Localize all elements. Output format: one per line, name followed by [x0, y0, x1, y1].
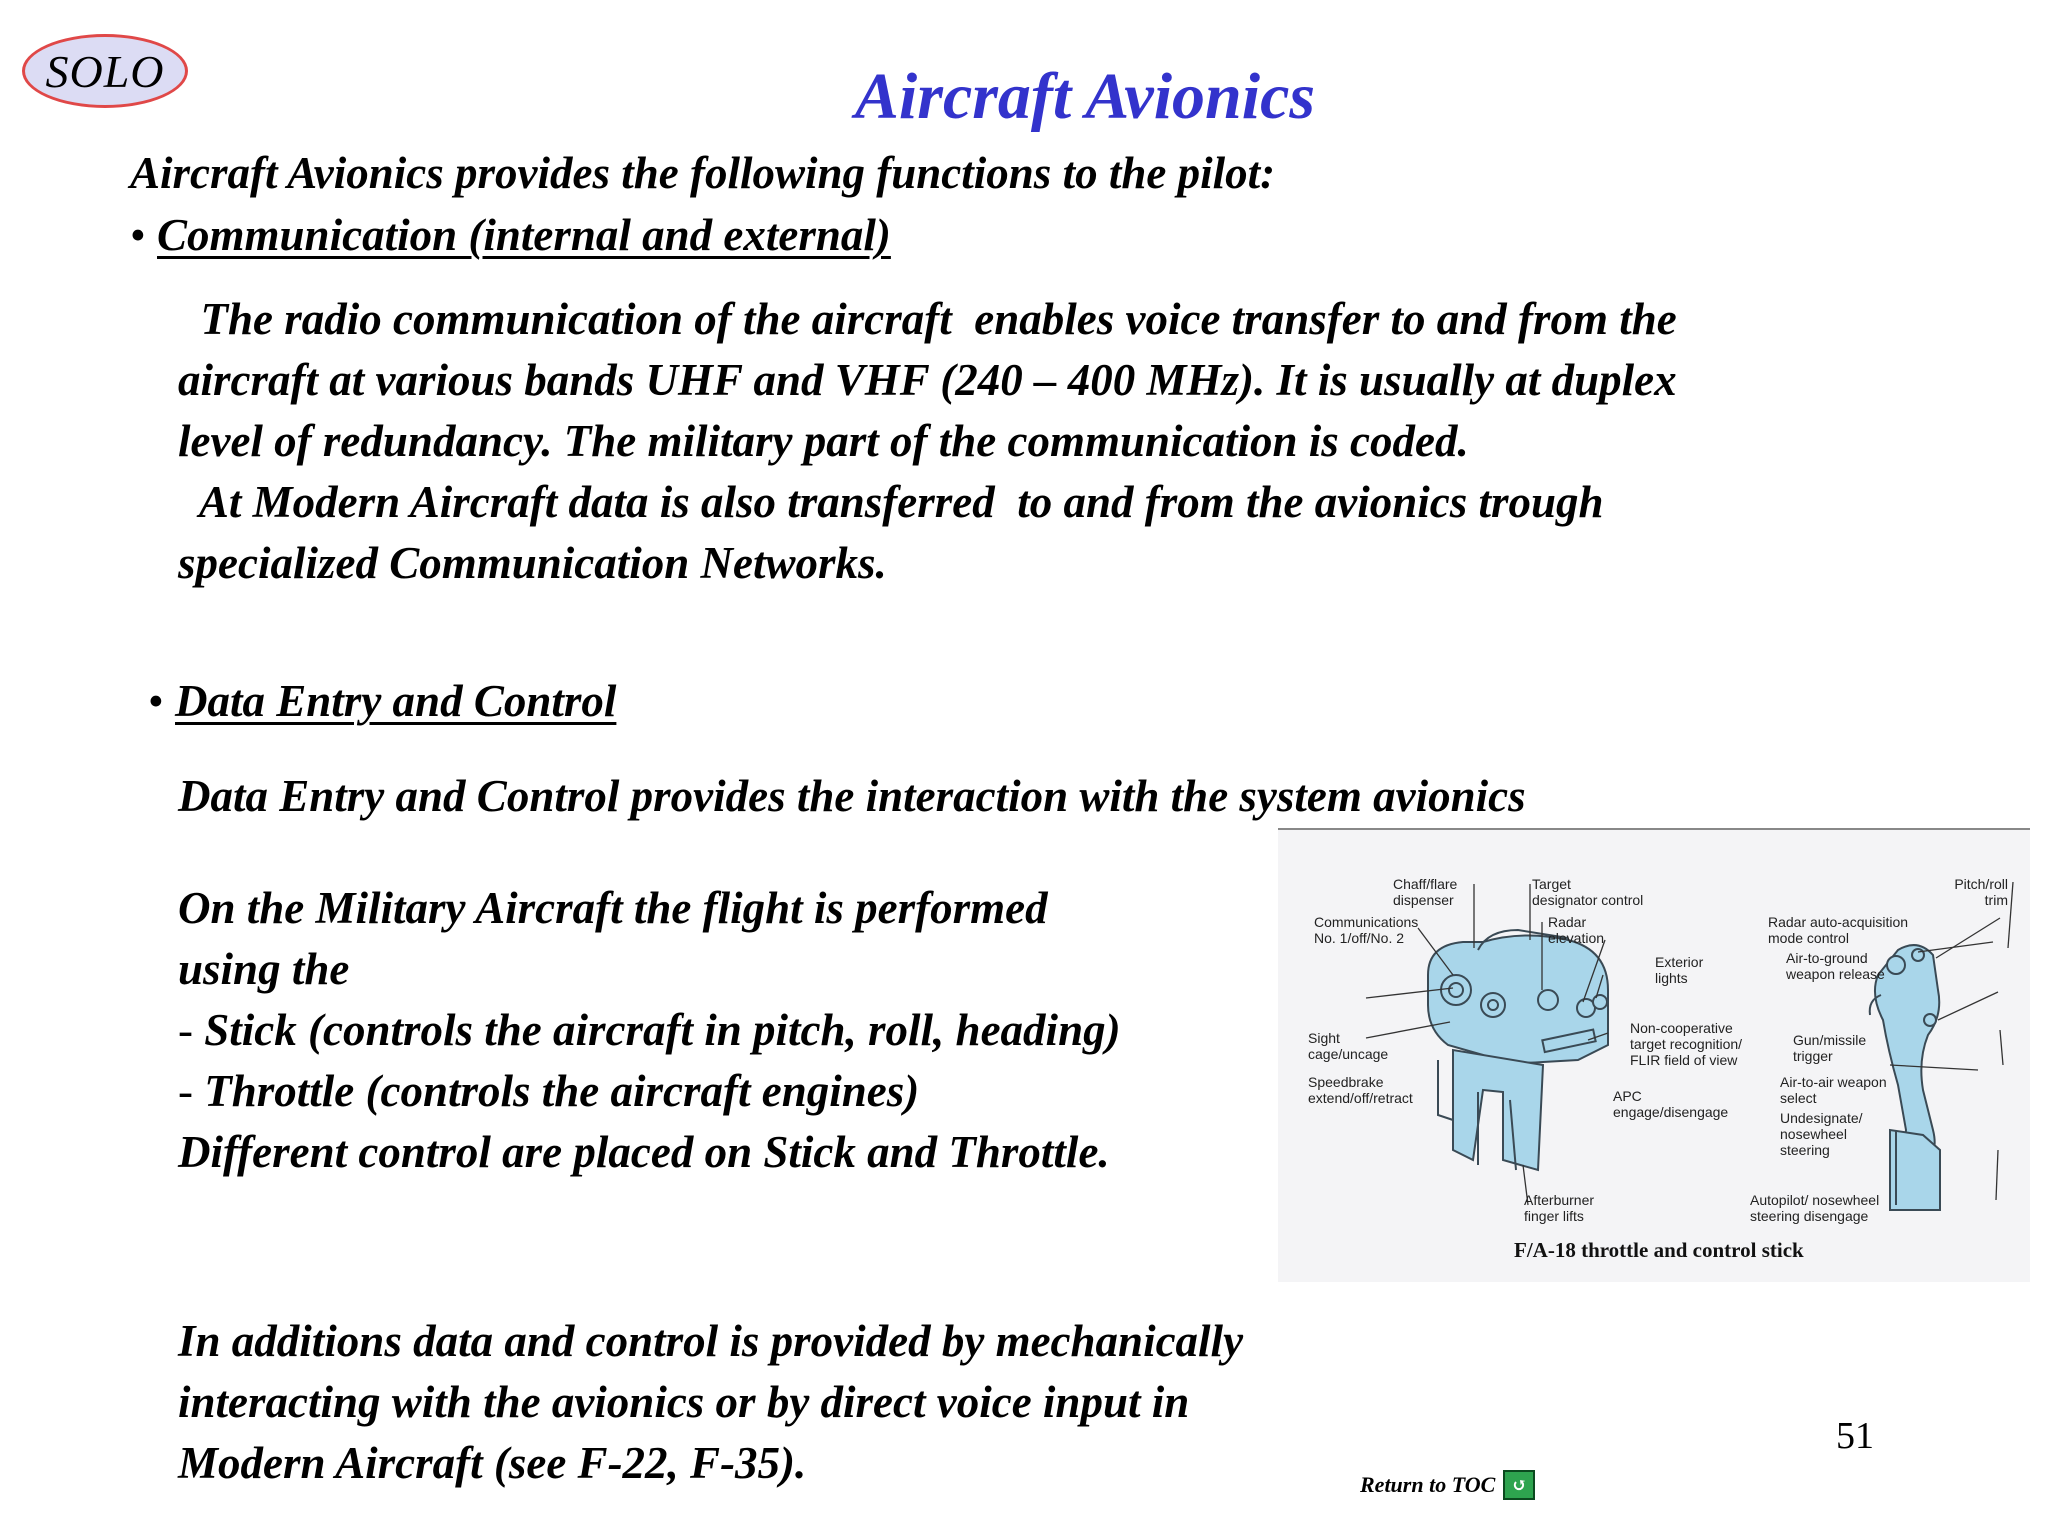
figure-caption: F/A-18 throttle and control stick — [1514, 1238, 1804, 1262]
label-undesignate: Undesignate/ nosewheel steering — [1780, 1110, 1863, 1158]
label-speedbrake: Speedbrake extend/off/retract — [1308, 1074, 1413, 1106]
additions-line-3: Modern Aircraft (see F-22, F-35). — [178, 1438, 807, 1488]
military-line-2: using the — [178, 944, 350, 994]
label-non-cooperative: Non-cooperative target recognition/ FLIR field of view — [1630, 1020, 1743, 1068]
bullet-dot: • — [148, 676, 176, 726]
additions-line-2: interacting with the avionics or by direct voice input in — [178, 1377, 1190, 1427]
label-radar-elevation: Radar elevation — [1548, 914, 1605, 946]
solo-badge: SOLO — [22, 34, 188, 108]
page-number: 51 — [1836, 1415, 1874, 1457]
comm-line-2: aircraft at various bands UHF and VHF (240 – 400 MHz). It is usually at duplex — [178, 355, 1677, 405]
label-autopilot: Autopilot/ nosewheel steering disengage — [1750, 1192, 1880, 1224]
throttle-line: - Throttle (controls the aircraft engines) — [178, 1066, 920, 1116]
label-air-to-ground: Air-to-ground weapon release — [1786, 950, 1885, 982]
throttle-stick-figure — [1278, 828, 2030, 1282]
intro-text: Aircraft Avionics provides the following functions to the pilot: — [130, 148, 1276, 198]
label-apc: APC engage/disengage — [1613, 1088, 1729, 1120]
bullet-communication: • Communication (internal and external) — [130, 210, 891, 260]
stick-line: - Stick (controls the aircraft in pitch, roll, heading) — [178, 1005, 1121, 1055]
label-chaff-flare: Chaff/flare dispenser — [1393, 876, 1458, 908]
bullet-data-entry: • Data Entry and Control — [148, 676, 617, 726]
bullet-dot: • — [130, 210, 158, 260]
military-line-5: Different control are placed on Stick and Throttle. — [178, 1127, 1110, 1177]
label-afterburner: Afterburner finger lifts — [1524, 1192, 1595, 1224]
comm-line-3: level of redundancy. The military part of the communication is coded. — [178, 416, 1469, 466]
label-sight: Sight cage/uncage — [1308, 1030, 1389, 1062]
page-title: Aircraft Avionics — [854, 60, 1316, 133]
label-pitch-roll-trim: Pitch/roll trim — [1954, 876, 2008, 908]
label-exterior-lights: Exterior lights — [1655, 954, 1704, 986]
label-gun-missile: Gun/missile trigger — [1793, 1032, 1867, 1064]
data-entry-description: Data Entry and Control provides the interaction with the system avionics — [178, 771, 1526, 821]
label-radar-auto: Radar auto-acquisition mode control — [1768, 914, 1909, 946]
label-target-designator: Target designator control — [1532, 876, 1644, 908]
return-icon[interactable]: ↺ — [1503, 1470, 1535, 1500]
label-air-to-air: Air-to-air weapon select — [1780, 1074, 1887, 1106]
return-to-toc-link[interactable] — [1360, 1470, 1535, 1500]
military-line-1: On the Military Aircraft the flight is performed — [178, 883, 1048, 933]
comm-line-5: specialized Communication Networks. — [178, 538, 887, 588]
toc-label: Return to TOC — [1360, 1472, 1496, 1497]
label-communications: Communications No. 1/off/No. 2 — [1314, 914, 1419, 946]
comm-line-4: At Modern Aircraft data is also transferred to and from the avionics trough — [178, 477, 1604, 527]
comm-line-1: The radio communication of the aircraft enables voice transfer to and from the — [178, 294, 1677, 344]
additions-line-1: In additions data and control is provided by mechanically — [178, 1316, 1244, 1366]
